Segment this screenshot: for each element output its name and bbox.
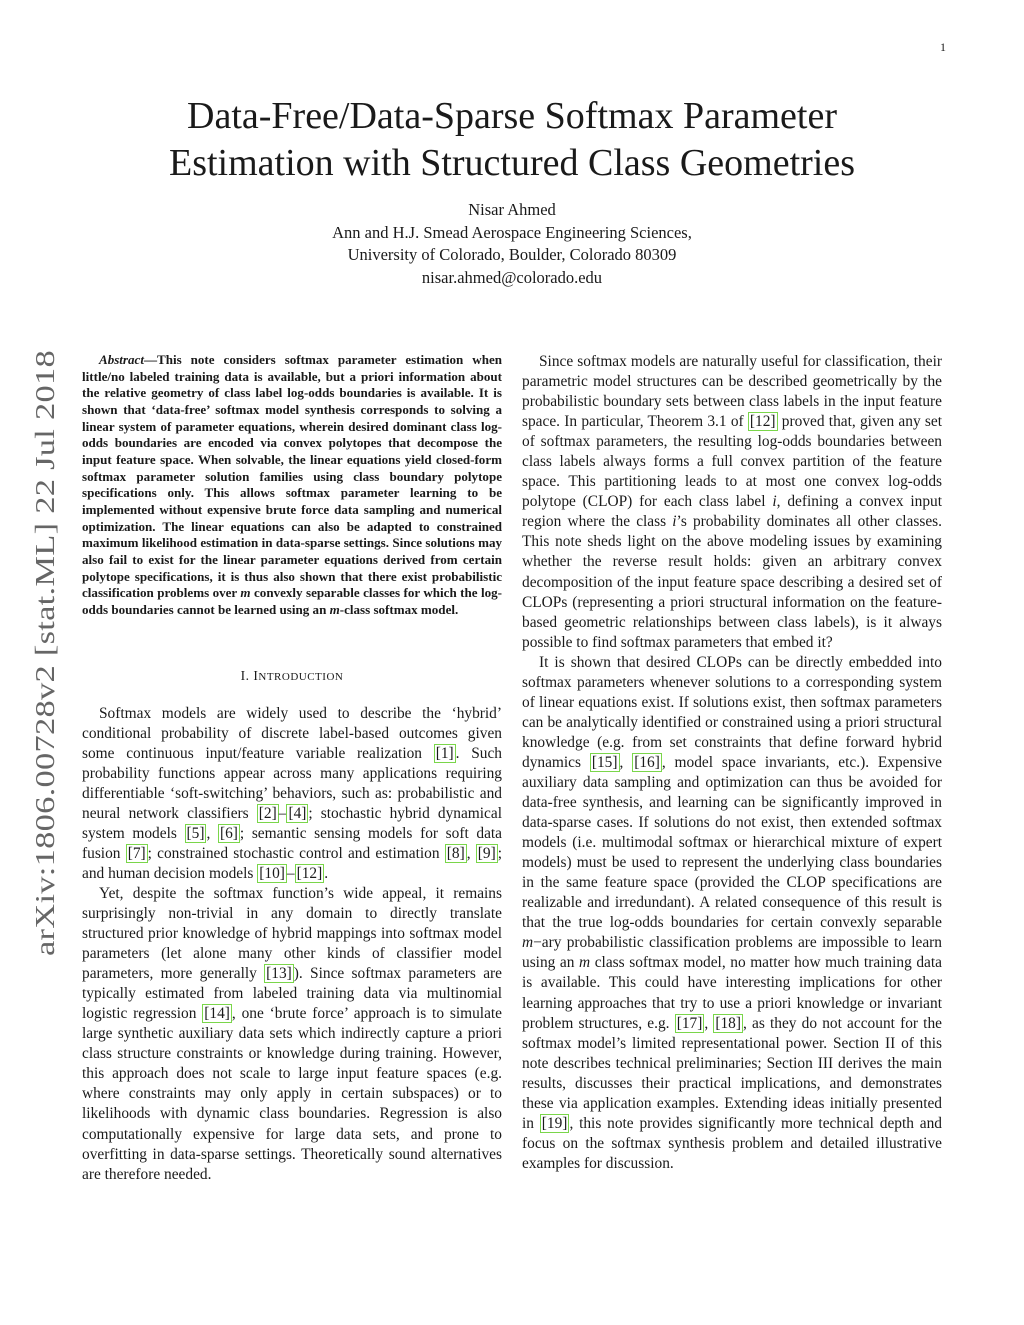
text-run: ’s probability dominates all other classes. This note sheds light on the above modeling issues by examining whether the reverse result holds: given an arbitrary convex decomposition of the input feature space describing a desired set of CLOPs (representing a priori structural information on the feature-based geometric relationships between class labels), is it always possible to find softmax parameters that embed it? bbox=[522, 513, 942, 651]
text-run: ; stochastic hybrid dynamical system models bbox=[82, 804, 502, 842]
author-block bbox=[82, 199, 942, 289]
abstract-label: Abstract bbox=[99, 352, 144, 367]
math-m: m bbox=[240, 585, 251, 601]
arxiv-stamp bbox=[18, 348, 64, 958]
page-number: 1 bbox=[940, 40, 946, 54]
citation-link[interactable]: [10] bbox=[259, 864, 285, 882]
title-line-1: Data-Free/Data-Sparse Softmax Parameter bbox=[187, 95, 837, 137]
text-run: – bbox=[278, 804, 287, 822]
text-run: , one ‘brute force’ approach is to simulate large synthetic auxiliary data sets which indirectly capture a priori class structure constraints or knowledge during training. However, this approach does not scale to large input feature spaces (e.g. where constraints may only apply in certain subspaces) or to likelihoods with dynamic class boundaries. Regression is also computationally expensive for large data sets, and prone to overfitting in data-sparse settings. Theoretically sound alternatives are therefore needed. bbox=[82, 1005, 503, 1183]
text-run: , bbox=[704, 1014, 714, 1032]
intro-paragraph-4 bbox=[522, 653, 942, 1174]
text-run: – bbox=[286, 864, 295, 882]
citation-link[interactable]: [6] bbox=[219, 824, 238, 842]
text-run: ). Since softmax parameters are typically estimated from labeled training data via multinomial logistic regression bbox=[82, 965, 503, 1023]
citation-link[interactable]: [17] bbox=[676, 1014, 703, 1032]
text-run: , this note provides significantly more technical depth and focus on the softmax synthesis problem and detailed illustrative examples for discussion. bbox=[522, 1114, 942, 1172]
citation-link[interactable]: [12] bbox=[296, 864, 323, 882]
citation-link[interactable]: [16] bbox=[634, 753, 660, 771]
abstract-dash: — bbox=[143, 352, 157, 367]
text-run: , as they do not account for the softmax model’s limited representational power. Section II of this note describes technical preliminaries; Section III derives the main results, discusses their practical implications, and demonstrates these via application examples. Extending ideas initially presented in bbox=[522, 1014, 942, 1132]
citation-link[interactable]: [19] bbox=[541, 1114, 568, 1132]
text-run: ; semantic sensing models for soft data fusion bbox=[82, 824, 503, 862]
right-column bbox=[522, 352, 942, 1174]
section-title-rest: NTRODUCTION bbox=[258, 670, 344, 683]
text-run: class softmax model, no matter how much training data is available. This could have interesting implications for other learning approaches that try to use a priori knowledge or invariant problem structures, e.g. bbox=[522, 954, 943, 1032]
text-run: Softmax models are widely used to describe the ‘hybrid’ conditional probability of discrete label-based outcomes given some continuous input/feature variable realization bbox=[82, 704, 502, 762]
text-run: , model space invariants, etc.). Expensive auxiliary data sampling and optimization can thus be avoided for data-free synthesis, and learning can be significantly improved in data-sparse cases. If solutions do not exist, then extended softmax models (i.e. multimodal softmax or hierarchical mixture of expert models) must be used to represent the underlying class boundaries in the same feature space (provided the CLOP specifications are realizable and irredundant). A related consequence of this result is that the true log-odds boundaries for certain convexly separable bbox=[522, 753, 942, 932]
text-run: , bbox=[466, 844, 476, 862]
citation-link[interactable]: [2] bbox=[258, 804, 277, 822]
section-numeral: I. bbox=[240, 667, 250, 683]
page-title bbox=[82, 93, 942, 187]
math-i: i bbox=[772, 493, 777, 511]
math-m: m bbox=[579, 954, 591, 972]
citation-link[interactable]: [12] bbox=[749, 413, 776, 431]
abstract bbox=[82, 352, 502, 619]
author-email: nisar.ahmed@colorado.edu bbox=[421, 267, 603, 287]
text-run: ; and human decision models bbox=[82, 844, 502, 882]
text-run: proved that, given any set of softmax parameters, the resulting log-odds boundaries between class labels always forms a full convex partition of the feature space. This partitioning leads to at most one convex log-odds polytope (CLOP) for each class label bbox=[522, 413, 942, 511]
author-affiliation-2: University of Colorado, Boulder, Colorado 80309 bbox=[347, 245, 677, 264]
text-run: It is shown that desired CLOPs can be directly embedded into softmax parameters whenever solutions to a corresponding system of linear equations exist. If solutions exist, then softmax parameters can be analytically identified or constrained using a priori structural knowledge (e.g. from set constraints that define forward hybrid dynamics bbox=[522, 653, 942, 771]
text-run: . bbox=[324, 864, 329, 882]
text-run: . Such probability functions appear across many applications requiring differentiable ‘soft-switching’ behaviors, such as: probabilistic and neural network classifiers bbox=[82, 744, 502, 822]
text-run: , bbox=[206, 824, 218, 842]
intro-paragraph-2 bbox=[82, 884, 502, 1185]
citation-link[interactable]: [14] bbox=[204, 1005, 230, 1023]
math-m: m bbox=[329, 601, 340, 617]
abstract-text-1: This note considers softmax parameter estimation when little/no labeled training data is available, but a priori information about the relative geometry of class label log-odds boundaries is available. It is shown that ‘data-free’ softmax model synthesis corresponds to solving a linear system of parameter equations, wherein desired dominant class log-odds boundaries are encoded via convex polytopes that decompose the input feature space. When solvable, the linear equations yield closed-form softmax parameter solution families using class boundary polytope specifications only. This allows softmax parameter learning to be implemented without expensive brute force data sampling and numerical optimization. The linear equations can also be adapted to constrained maximum likelihood estimation in data-sparse settings. Since solutions may also fail to exist for the linear parameter equations derived from certain polytope specifications, it is thus also shown that there exist probabilistic classification problems over bbox=[82, 352, 502, 601]
citation-link[interactable]: [13] bbox=[266, 965, 292, 983]
math-i: i bbox=[672, 513, 677, 531]
section-first-letter: I bbox=[253, 667, 259, 683]
citation-link[interactable]: [4] bbox=[288, 804, 307, 822]
intro-paragraph-3 bbox=[522, 352, 942, 653]
text-run: Since softmax models are naturally useful for classification, their parametric model structures can be described geometrically by the probabilistic boundary sets between class labels in the input feature space. In particular, Theorem 3.1 of bbox=[522, 353, 942, 431]
arxiv-stamp-text: arXiv:1806.00728v2 [stat.ML] 22 Jul 2018 bbox=[29, 472, 60, 956]
text-run: ; constrained stochastic control and estimation bbox=[147, 844, 445, 862]
text-run: Yet, despite the softmax function’s wide appeal, it remains surprisingly non-trivial in any domain to directly translate structured prior knowledge of hybrid mappings into softmax model parameters (let alone many other kinds of classifier model parameters, more generally bbox=[82, 884, 502, 983]
section-heading-introduction bbox=[82, 666, 502, 687]
citation-link[interactable]: [8] bbox=[446, 844, 465, 862]
citation-link[interactable]: [18] bbox=[715, 1014, 742, 1032]
text-run: , defining a convex input region where the class bbox=[522, 493, 942, 531]
citation-link[interactable]: [15] bbox=[591, 753, 618, 771]
intro-paragraph-1 bbox=[82, 704, 502, 884]
abstract-text-2: convexly separable classes for which the log-odds boundaries cannot be learned using an bbox=[82, 585, 502, 617]
author-name: Nisar Ahmed bbox=[468, 200, 556, 219]
title-line-2: Estimation with Structured Class Geometries bbox=[168, 142, 855, 184]
text-run: , bbox=[619, 753, 633, 771]
citation-link[interactable]: [9] bbox=[477, 844, 496, 862]
left-column bbox=[82, 352, 502, 1185]
citation-link[interactable]: [7] bbox=[127, 844, 146, 862]
text-run: −ary probabilistic classification problems are impossible to learn using an bbox=[522, 934, 942, 972]
math-m: m bbox=[522, 934, 534, 952]
author-affiliation-1: Ann and H.J. Smead Aerospace Engineering Sciences, bbox=[332, 222, 692, 242]
citation-link[interactable]: [1] bbox=[435, 744, 454, 762]
abstract-text-3: -class softmax model. bbox=[339, 601, 459, 617]
citation-link[interactable]: [5] bbox=[186, 824, 205, 842]
